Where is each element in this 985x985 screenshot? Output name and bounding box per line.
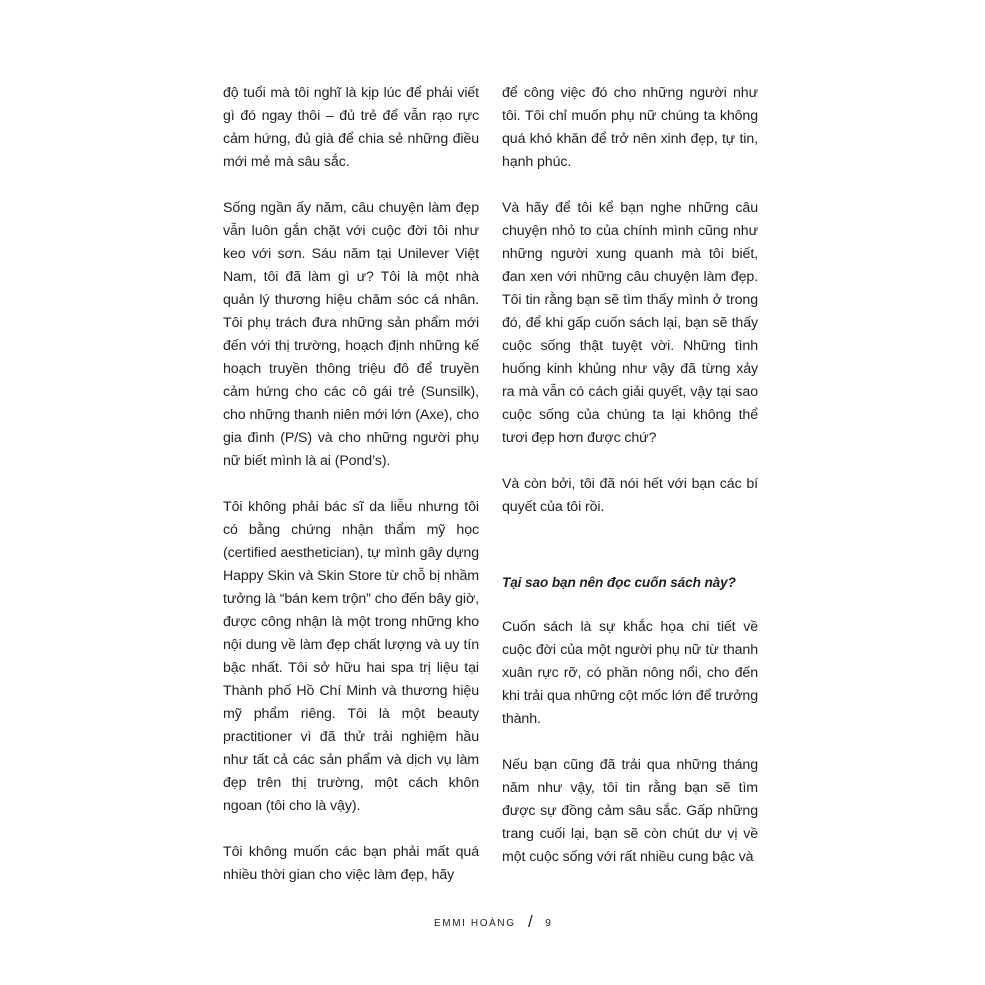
page-footer (0, 913, 985, 933)
right-paragraph-5: Nếu bạn cũng đã trải qua những tháng năm như vậy, tôi tin rằng bạn sẽ tìm được sự đồng cảm sâu sắc. Gấp những trang cuối lại, bạn sẽ còn chút dư vị về một cuộc sống với rất nhiều cung bậc và (502, 757, 758, 865)
right-paragraph-2: Và hãy để tôi kể bạn nghe những câu chuyện nhỏ to của chính mình cũng như những người xung quanh mà tôi biết, đan xen với những câu chuyện làm đẹp. Tôi tin rằng bạn sẽ tìm thấy mình ở trong đó, để khi gấp cuốn sách lại, bạn sẽ thấy cuộc sống thật tuyệt vời. Những tình huống kinh khủng như vậy đã từng xảy ra mà vẫn có cách giải quyết, vậy tại sao cuộc sống của chúng ta lại không thể tươi đẹp hơn được chứ? (502, 200, 758, 446)
left-paragraph-2: Sống ngần ấy năm, câu chuyện làm đẹp vẫn luôn gắn chặt với cuộc đời tôi như keo với sơn. Sáu năm tại Unilever Việt Nam, tôi đã làm gì ư? Tôi là một nhà quản lý thương hiệu chăm sóc cá nhân. Tôi phụ trách đưa những sản phẩm mới đến với thị trường, hoạch định những kế hoạch truyền thông triệu đô để truyền cảm hứng cho các cô gái trẻ (Sunsilk), cho những thanh niên mới lớn (Axe), cho gia đình (P/S) và cho những người phụ nữ biết mình là ai (Pond’s). (223, 200, 479, 469)
section-heading: Tại sao bạn nên đọc cuốn sách này? (502, 575, 736, 590)
left-paragraph-1: độ tuổi mà tôi nghĩ là kịp lúc để phải viết gì đó ngay thôi – đủ trẻ để vẫn rạo rực cảm hứng, đủ già để chia sẻ những điều mới mẻ mà sâu sắc. (223, 85, 479, 170)
right-paragraph-3: Và còn bởi, tôi đã nói hết với bạn các bí quyết của tôi rồi. (502, 476, 758, 515)
left-paragraph-4: Tôi không muốn các bạn phải mất quá nhiều thời gian cho việc làm đẹp, hãy (223, 844, 479, 883)
page-number: 9 (545, 917, 551, 929)
right-column (502, 82, 758, 892)
right-paragraph-1: để công việc đó cho những người như tôi. Tôi chỉ muốn phụ nữ chúng ta không quá khó khăn để trở nên xinh đẹp, tự tin, hạnh phúc. (502, 85, 758, 170)
left-column (223, 82, 479, 910)
footer-separator: / (527, 912, 533, 931)
left-paragraph-3: Tôi không phải bác sĩ da liễu nhưng tôi có bằng chứng nhận thẩm mỹ học (certified aesthetician), tự mình gây dựng Happy Skin và Skin Store từ chỗ bị nhầm tưởng là “bán kem trộn” cho đến bây giờ, được công nhận là một trong những kho nội dung về làm đẹp chất lượng và uy tín bậc nhất. Tôi sở hữu hai spa trị liệu tại Thành phố Hồ Chí Minh và thương hiệu mỹ phẩm riêng. Tôi là một beauty practitioner vì đã thử trải nghiệm hầu như tất cả các sản phẩm và dịch vụ làm đẹp trên thị trường, một cách khôn ngoan (tôi cho là vậy). (223, 499, 479, 814)
footer-author: EMMI HOÀNG (434, 917, 516, 929)
right-paragraph-4: Cuốn sách là sự khắc họa chi tiết về cuộc đời của một người phụ nữ từ thanh xuân rực rỡ, có phần nông nổi, cho đến khi trải qua những cột mốc lớn để trưởng thành. (502, 619, 758, 727)
